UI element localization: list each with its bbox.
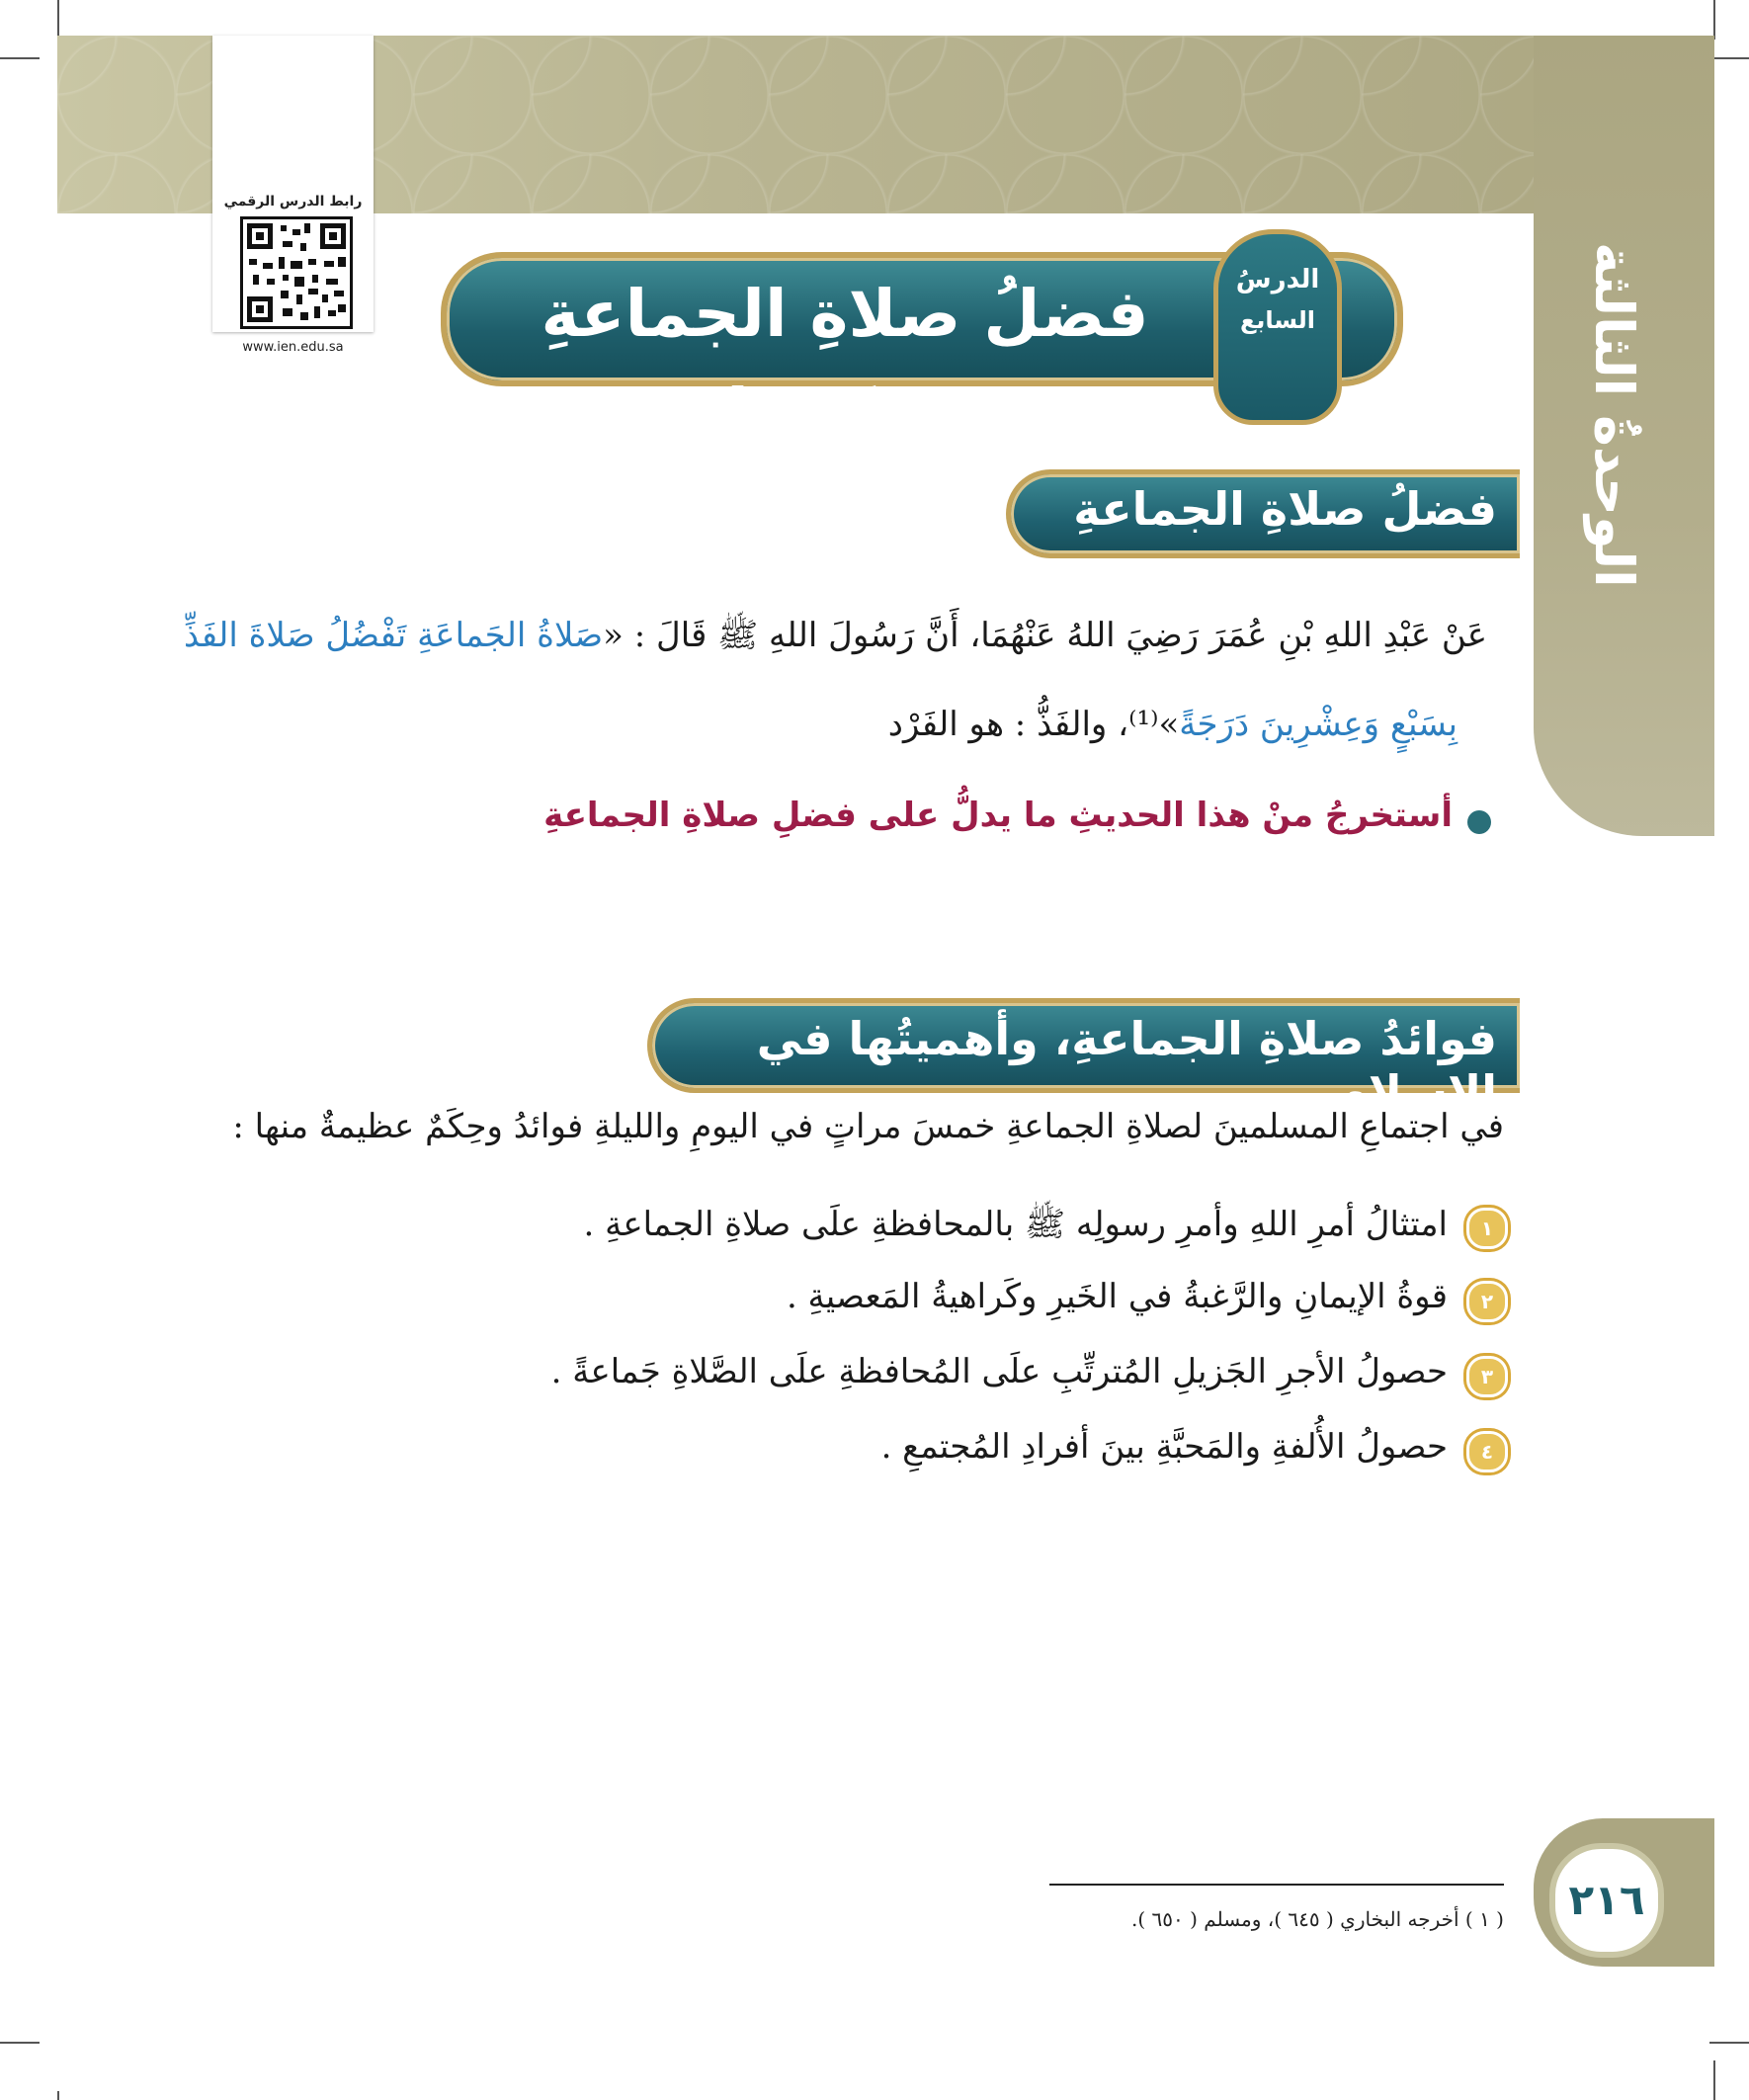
hadith-text-continued: بِسَبْعٍ وَعِشْرِينَ دَرَجَةً bbox=[1179, 705, 1458, 744]
list-number-badge: ٣ bbox=[1466, 1356, 1508, 1397]
qr-label: رابط الدرس الرقمي bbox=[223, 194, 363, 210]
hadith-line-2 bbox=[198, 705, 1458, 744]
hadith-explanation: »⁽¹⁾، والفَذُّ : هو الفَرْد bbox=[887, 705, 1180, 744]
qr-url[interactable]: www.ien.edu.sa bbox=[242, 340, 344, 355]
list-number-badge: ٢ bbox=[1466, 1281, 1508, 1322]
crop-mark bbox=[1709, 2042, 1749, 2044]
qr-code-icon[interactable] bbox=[240, 216, 353, 329]
section-1-heading: فضلُ صلاةِ الجماعةِ bbox=[1073, 482, 1497, 536]
benefits-intro: في اجتماعِ المسلمينَ لصلاةِ الجماعةِ خمسَ مراتٍ في اليومِ والليلةِ فوائدُ وحِكَمٌ عظيمةٌ منها : bbox=[232, 1107, 1504, 1146]
crop-mark bbox=[57, 0, 59, 40]
crop-mark bbox=[1709, 57, 1749, 59]
page-number: ٢١٦ bbox=[1549, 1843, 1664, 1958]
list-number-badge: ١ bbox=[1466, 1208, 1508, 1249]
list-number-badge: ٤ bbox=[1466, 1431, 1508, 1472]
hadith-narration: عَنْ عَبْدِ اللهِ بْنِ عُمَرَ رَضِيَ اللهُ عَنْهُمَا، أَنَّ رَسُولَ اللهِ ﷺ قَالَ : « bbox=[603, 616, 1487, 655]
crop-mark bbox=[1713, 2060, 1715, 2100]
crop-mark bbox=[1713, 0, 1715, 40]
lesson-badge-label: الدرسُ bbox=[1235, 265, 1320, 294]
activity-task: أستخرجُ منْ هذا الحديثِ ما يدلُّ على فضلِ صلاةِ الجماعةِ bbox=[543, 796, 1453, 835]
footnote: ( ١ ) أخرجه البخاري ( ٦٤٥ )، ومسلم ( ٦٥٠ ). bbox=[1131, 1907, 1504, 1931]
hadith-line-1 bbox=[183, 615, 1487, 663]
footnote-divider bbox=[1049, 1884, 1504, 1886]
unit-title: الوحدةُ الثالثة bbox=[1583, 242, 1645, 588]
crop-mark bbox=[0, 57, 40, 59]
list-item: حصولُ الأجرِ الجَزيلِ المُترتِّبِ علَى المُحافظةِ علَى الصَّلاةِ جَماعةً . bbox=[550, 1352, 1448, 1391]
lesson-badge-number: السابع bbox=[1239, 306, 1316, 334]
section-2-heading: فوائدُ صلاةِ الجماعةِ، وأهميتُها في الإسلامِ bbox=[756, 1012, 1497, 1119]
crop-mark bbox=[0, 2042, 40, 2044]
qr-card[interactable] bbox=[212, 36, 374, 355]
list-item: امتثالُ أمرِ اللهِ وأمرِ رسولِه ﷺ بالمحافظةِ علَى صلاةِ الجماعةِ . bbox=[583, 1205, 1448, 1244]
hadith-text: صَلاةُ الجَماعَةِ تَفْضُلُ صَلاةَ الفَذِّ bbox=[183, 616, 604, 655]
list-item: حصولُ الأُلفةِ والمَحبَّةِ بينَ أفرادِ المُجتمعِ . bbox=[880, 1427, 1448, 1467]
bullet-icon bbox=[1467, 810, 1491, 834]
list-item: قوةُ الإيمانِ والرَّغبةُ في الخَيرِ وكَراهيةُ المَعصيةِ . bbox=[786, 1277, 1448, 1316]
lesson-title: فضلُ صلاةِ الجماعةِ وحكمُها bbox=[541, 276, 1149, 451]
